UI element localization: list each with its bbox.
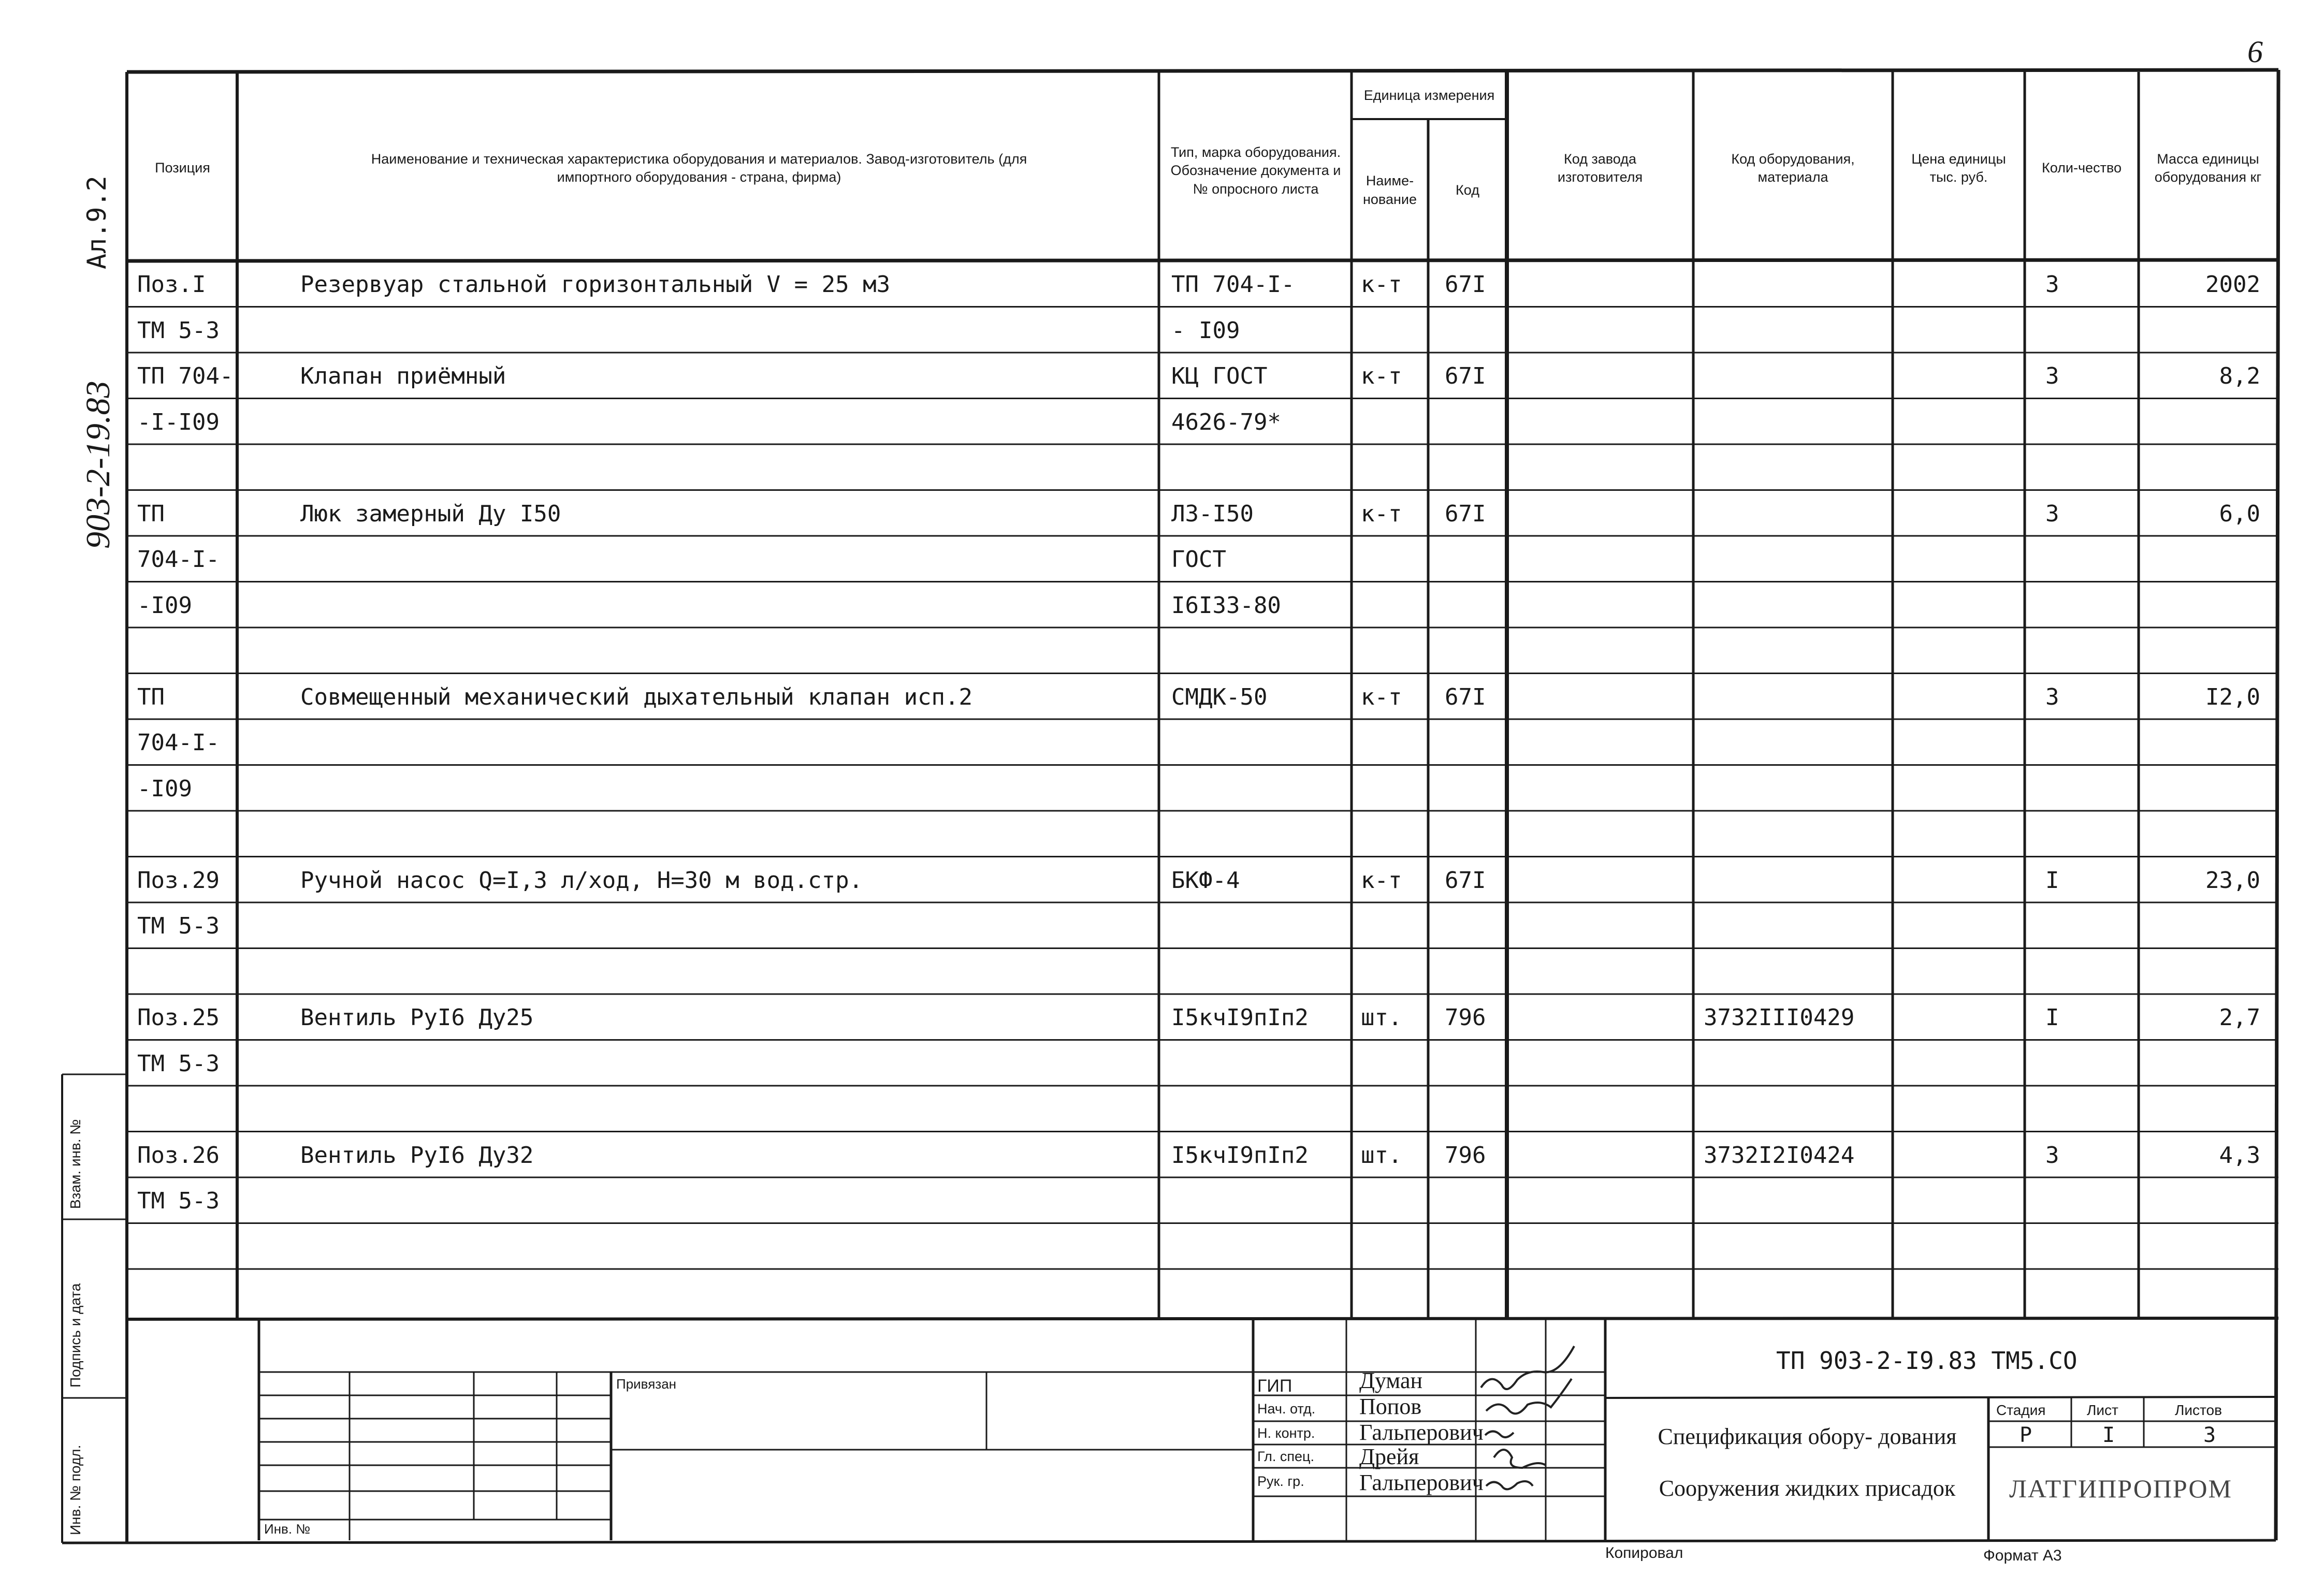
- cell-position: -I09: [137, 775, 192, 802]
- cell-equipment-code: 3732III0429: [1704, 1004, 1855, 1031]
- cell-position: ТМ 5-3: [137, 913, 220, 939]
- title-specification: Спецификация обору- дования: [1658, 1424, 1957, 1449]
- signer-group-lead: Гальперович: [1359, 1470, 1484, 1495]
- cell-position: ТП 704-: [137, 363, 234, 389]
- cell-quantity: 3: [2045, 271, 2059, 298]
- sheet-value: I: [2102, 1423, 2115, 1447]
- cell-unit-code: 796: [1445, 1004, 1486, 1031]
- header-position: Позиция: [155, 160, 210, 176]
- cell-type: I6I33-80: [1171, 592, 1281, 619]
- cell-position: -I09: [137, 592, 192, 619]
- cell-type: СМДК-50: [1171, 683, 1268, 710]
- cell-unit: к-т: [1361, 867, 1402, 894]
- cell-unit-code: 67I: [1445, 683, 1486, 710]
- cell-name: Клапан приёмный: [300, 363, 506, 389]
- field-replaces-inventory: Взам. инв. №: [67, 1119, 83, 1209]
- field-inventory-original: Инв. № подл.: [67, 1445, 83, 1535]
- cell-name: Резервуар стальной горизонтальный V = 25 м3: [300, 271, 891, 298]
- cell-type: ГОСТ: [1171, 546, 1226, 573]
- cell-position: 704-I-: [137, 730, 220, 756]
- role-head-dept: Нач. отд.: [1257, 1401, 1316, 1417]
- format-label: Формат А3: [1983, 1547, 2062, 1564]
- cell-mass: 2002: [2205, 271, 2260, 298]
- cell-mass: I2,0: [2205, 683, 2260, 710]
- bound-label: Привязан: [616, 1376, 677, 1392]
- stage-label: Стадия: [1996, 1402, 2046, 1418]
- cell-type: 4626-79*: [1171, 409, 1281, 435]
- cell-unit: шт.: [1361, 1004, 1402, 1031]
- cell-unit-code: 67I: [1445, 500, 1486, 527]
- cell-mass: 2,7: [2219, 1004, 2260, 1031]
- cell-name: Совмещенный механический дыхательный клапан исп.2: [300, 683, 973, 710]
- cell-position: -I-I09: [137, 409, 220, 435]
- field-signature-date: Подпись и дата: [67, 1283, 83, 1388]
- cell-quantity: I: [2045, 1004, 2059, 1031]
- title-facility: Сооружения жидких присадок: [1659, 1476, 1956, 1501]
- cell-position: ТП: [137, 500, 165, 527]
- cell-type: ЛЗ-I50: [1171, 500, 1254, 527]
- cell-quantity: I: [2045, 867, 2059, 894]
- cell-unit: шт.: [1361, 1142, 1402, 1169]
- cell-type: БКФ-4: [1171, 867, 1240, 894]
- cell-quantity: 3: [2045, 500, 2059, 527]
- stage-value: Р: [2020, 1423, 2032, 1447]
- cell-type: I5кчI9пIп2: [1171, 1004, 1309, 1031]
- cell-position: 704-I-: [137, 546, 220, 573]
- cell-unit: к-т: [1361, 363, 1402, 389]
- cell-type: - I09: [1171, 317, 1240, 344]
- role-group-lead: Рук. гр.: [1257, 1474, 1304, 1489]
- cell-name: Вентиль РуI6 Ду32: [300, 1142, 534, 1169]
- cell-unit: к-т: [1361, 500, 1402, 527]
- cell-equipment-code: 3732I2I0424: [1704, 1142, 1855, 1169]
- header-type: Тип, марка оборудования. Обозначение документа и № опросного листа: [1170, 144, 1341, 197]
- inventory-label: Инв. №: [264, 1521, 311, 1537]
- signer-norm-control: Гальперович: [1359, 1420, 1484, 1445]
- sheets-label: Листов: [2175, 1402, 2222, 1418]
- cell-unit-code: 67I: [1445, 867, 1486, 894]
- document-code: ТП 903-2-I9.83 ТМ5.СО: [1776, 1347, 2078, 1375]
- cell-position: Поз.26: [137, 1142, 220, 1169]
- header-factory-code: Код завода изготовителя: [1557, 151, 1643, 185]
- cell-position: Поз.25: [137, 1004, 220, 1031]
- cell-name: Вентиль РуI6 Ду25: [300, 1004, 534, 1031]
- cell-position: ТП: [137, 683, 165, 710]
- cell-quantity: 3: [2045, 1142, 2059, 1169]
- cell-name: Ручной насос Q=I,3 л/ход, H=30 м вод.стр.: [300, 867, 863, 894]
- cell-position: ТМ 5-3: [137, 317, 220, 344]
- signer-gip: Думан: [1359, 1368, 1423, 1393]
- copied-label: Копировал: [1605, 1544, 1683, 1562]
- header-unit-code: Код: [1456, 182, 1479, 198]
- role-chief-spec: Гл. спец.: [1257, 1449, 1314, 1464]
- organization-name: ЛАТГИПРОПРОМ: [2009, 1474, 2232, 1503]
- header-mass: Масса единицы оборудования кг: [2154, 151, 2262, 185]
- role-norm-control: Н. контр.: [1257, 1425, 1315, 1441]
- cell-position: ТМ 5-3: [137, 1188, 220, 1214]
- cell-type: I5кчI9пIп2: [1171, 1142, 1309, 1169]
- cell-mass: 8,2: [2219, 363, 2260, 389]
- cell-position: ТМ 5-3: [137, 1050, 220, 1077]
- header-name: Наименование и техническая характеристика оборудования и материалов. Завод-изготовитель (для импортного оборудования - страна, фирма): [371, 151, 1027, 185]
- header-quantity: Коли-чество: [2042, 160, 2122, 176]
- header-equipment-code: Код оборудования, материала: [1731, 151, 1855, 185]
- cell-name: Люк замерный Ду I50: [300, 500, 561, 527]
- sheets-value: 3: [2203, 1423, 2216, 1447]
- cell-quantity: 3: [2045, 363, 2059, 389]
- role-gip: ГИП: [1257, 1376, 1292, 1396]
- cell-unit: к-т: [1361, 683, 1402, 710]
- album-label: Ал.9.2: [82, 176, 112, 269]
- cell-mass: 6,0: [2219, 500, 2260, 527]
- cell-position: Поз.I: [137, 271, 206, 298]
- cell-unit-code: 67I: [1445, 271, 1486, 298]
- signer-head-dept: Попов: [1359, 1394, 1422, 1419]
- cell-quantity: 3: [2045, 683, 2059, 710]
- project-code: 903-2-19.83: [79, 381, 117, 549]
- cell-mass: 23,0: [2205, 867, 2260, 894]
- cell-unit: к-т: [1361, 271, 1402, 298]
- header-unit-group: Единица измерения: [1363, 87, 1495, 104]
- header-unit-name: Наиме-нование: [1363, 173, 1417, 207]
- cell-type: ТП 704-I-: [1171, 271, 1295, 298]
- sheet-label: Лист: [2087, 1402, 2118, 1418]
- cell-unit-code: 67I: [1445, 363, 1486, 389]
- header-price: Цена единицы тыс. руб.: [1911, 151, 2006, 185]
- cell-unit-code: 796: [1445, 1142, 1486, 1169]
- page-number: 6: [2247, 35, 2263, 69]
- signer-chief-spec: Дрейя: [1359, 1444, 1419, 1469]
- cell-mass: 4,3: [2219, 1142, 2260, 1169]
- cell-type: КЦ ГОСТ: [1171, 363, 1268, 389]
- cell-position: Поз.29: [137, 867, 220, 894]
